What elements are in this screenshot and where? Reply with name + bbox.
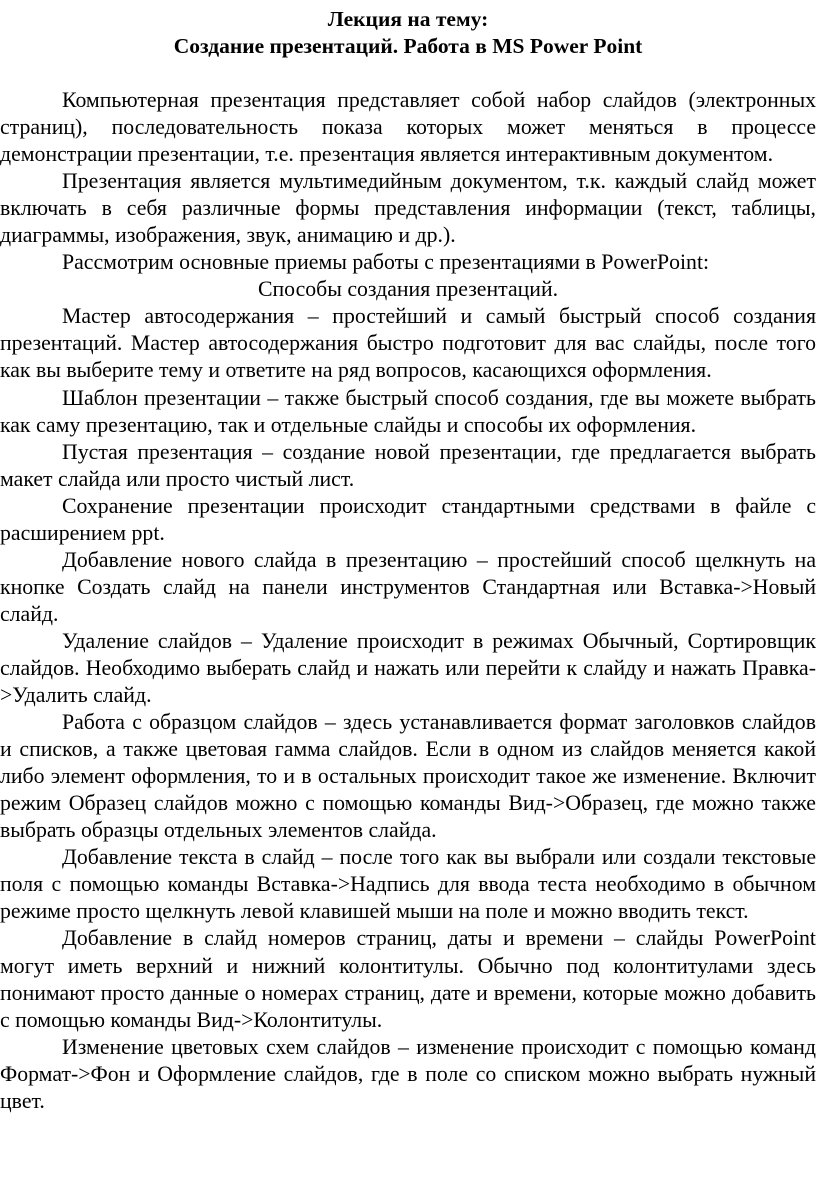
paragraph-slide-master: Работа с образцом слайдов – здесь устанавливается формат заголовков слайдов и списков, а также цветовая гамма слайдов. Если в одном из слайдов меняется какой либо элемент оформления, то и в остальных происходит такое же изменение. Включит режим Образец слайдов можно с помощью команды Вид->Образец, где можно также выбрать образцы отдельных элементов слайда.	[0, 710, 816, 843]
paragraph-intro: Компьютерная презентация представляет собой набор слайдов (электронных страниц), последовательность показа которых может меняться в процессе демонстрации презентации, т.е. презентация является интерактивным документом.	[0, 88, 816, 167]
paragraph-add-text: Добавление текста в слайд – после того как вы выбрали или создали текстовые поля с помощью команды Вставка->Надпись для ввода теста необходимо в обычном режиме просто щелкнуть левой клавишей мыши на поле и можно вводить текст.	[0, 845, 816, 924]
paragraph-autocontent-wizard: Мастер автосодержания – простейший и самый быстрый способ создания презентаций. Мастер автосодержания быстро подготовит для вас слайды, после того как вы выберите тему и ответите на ряд вопросов, касающихся оформления.	[0, 304, 816, 383]
paragraph-template: Шаблон презентации – также быстрый способ создания, где вы можете выбрать как саму презентацию, так и отдельные слайды и способы их оформления.	[0, 385, 816, 437]
paragraph-delete-slides: Удаление слайдов – Удаление происходит в режимах Обычный, Сортировщик слайдов. Необходимо выберать слайд и нажать или перейти к слайду и нажать Правка->Удалить слайд.	[0, 628, 816, 708]
document-title-line-1: Лекция на тему:	[327, 7, 489, 31]
paragraph-multimedia: Презентация является мультимедийным документом, т.к. каждый слайд может включать в себя различные формы представления информации (текст, таблицы, диаграммы, изображения, звук, анимацию и др.).	[0, 169, 816, 248]
paragraph-add-slide: Добавление нового слайда в презентацию – простейший способ щелкнуть на кнопке Создать слайд на панели инструментов Стандартная или Вставка->Новый слайд.	[0, 547, 816, 626]
document-body	[0, 87, 816, 1115]
paragraph-color-schemes: Изменение цветовых схем слайдов – изменение происходит с помощью команд Формат->Фон и Оформление слайдов, где в поле со списком можно выбрать нужный цвет.	[0, 1034, 816, 1113]
paragraph-blank-presentation: Пустая презентация – создание новой презентации, где предлагается выбрать макет слайда или просто чистый лист.	[0, 439, 816, 491]
section-heading-creation-methods: Способы создания презентаций.	[257, 277, 559, 302]
paragraph-saving: Сохранение презентации происходит стандартными средствами в файле с расширением ppt.	[0, 493, 816, 545]
paragraph-headers-footers: Добавление в слайд номеров страниц, даты и времени – слайды PowerPoint могут иметь верхний и нижний колонтитулы. Обычно под колонтитулами здесь понимают просто данные о номерах страниц, дате и времени, которые можно добавить с помощью команды Вид->Колонтитулы.	[0, 926, 816, 1032]
title-spacer	[0, 60, 816, 87]
document-page	[0, 6, 816, 1115]
paragraph-techniques: Рассмотрим основные приемы работы с презентациями в PowerPoint:	[62, 250, 710, 275]
document-title-line-2: Создание презентаций. Работа в MS Power Point	[173, 34, 643, 58]
